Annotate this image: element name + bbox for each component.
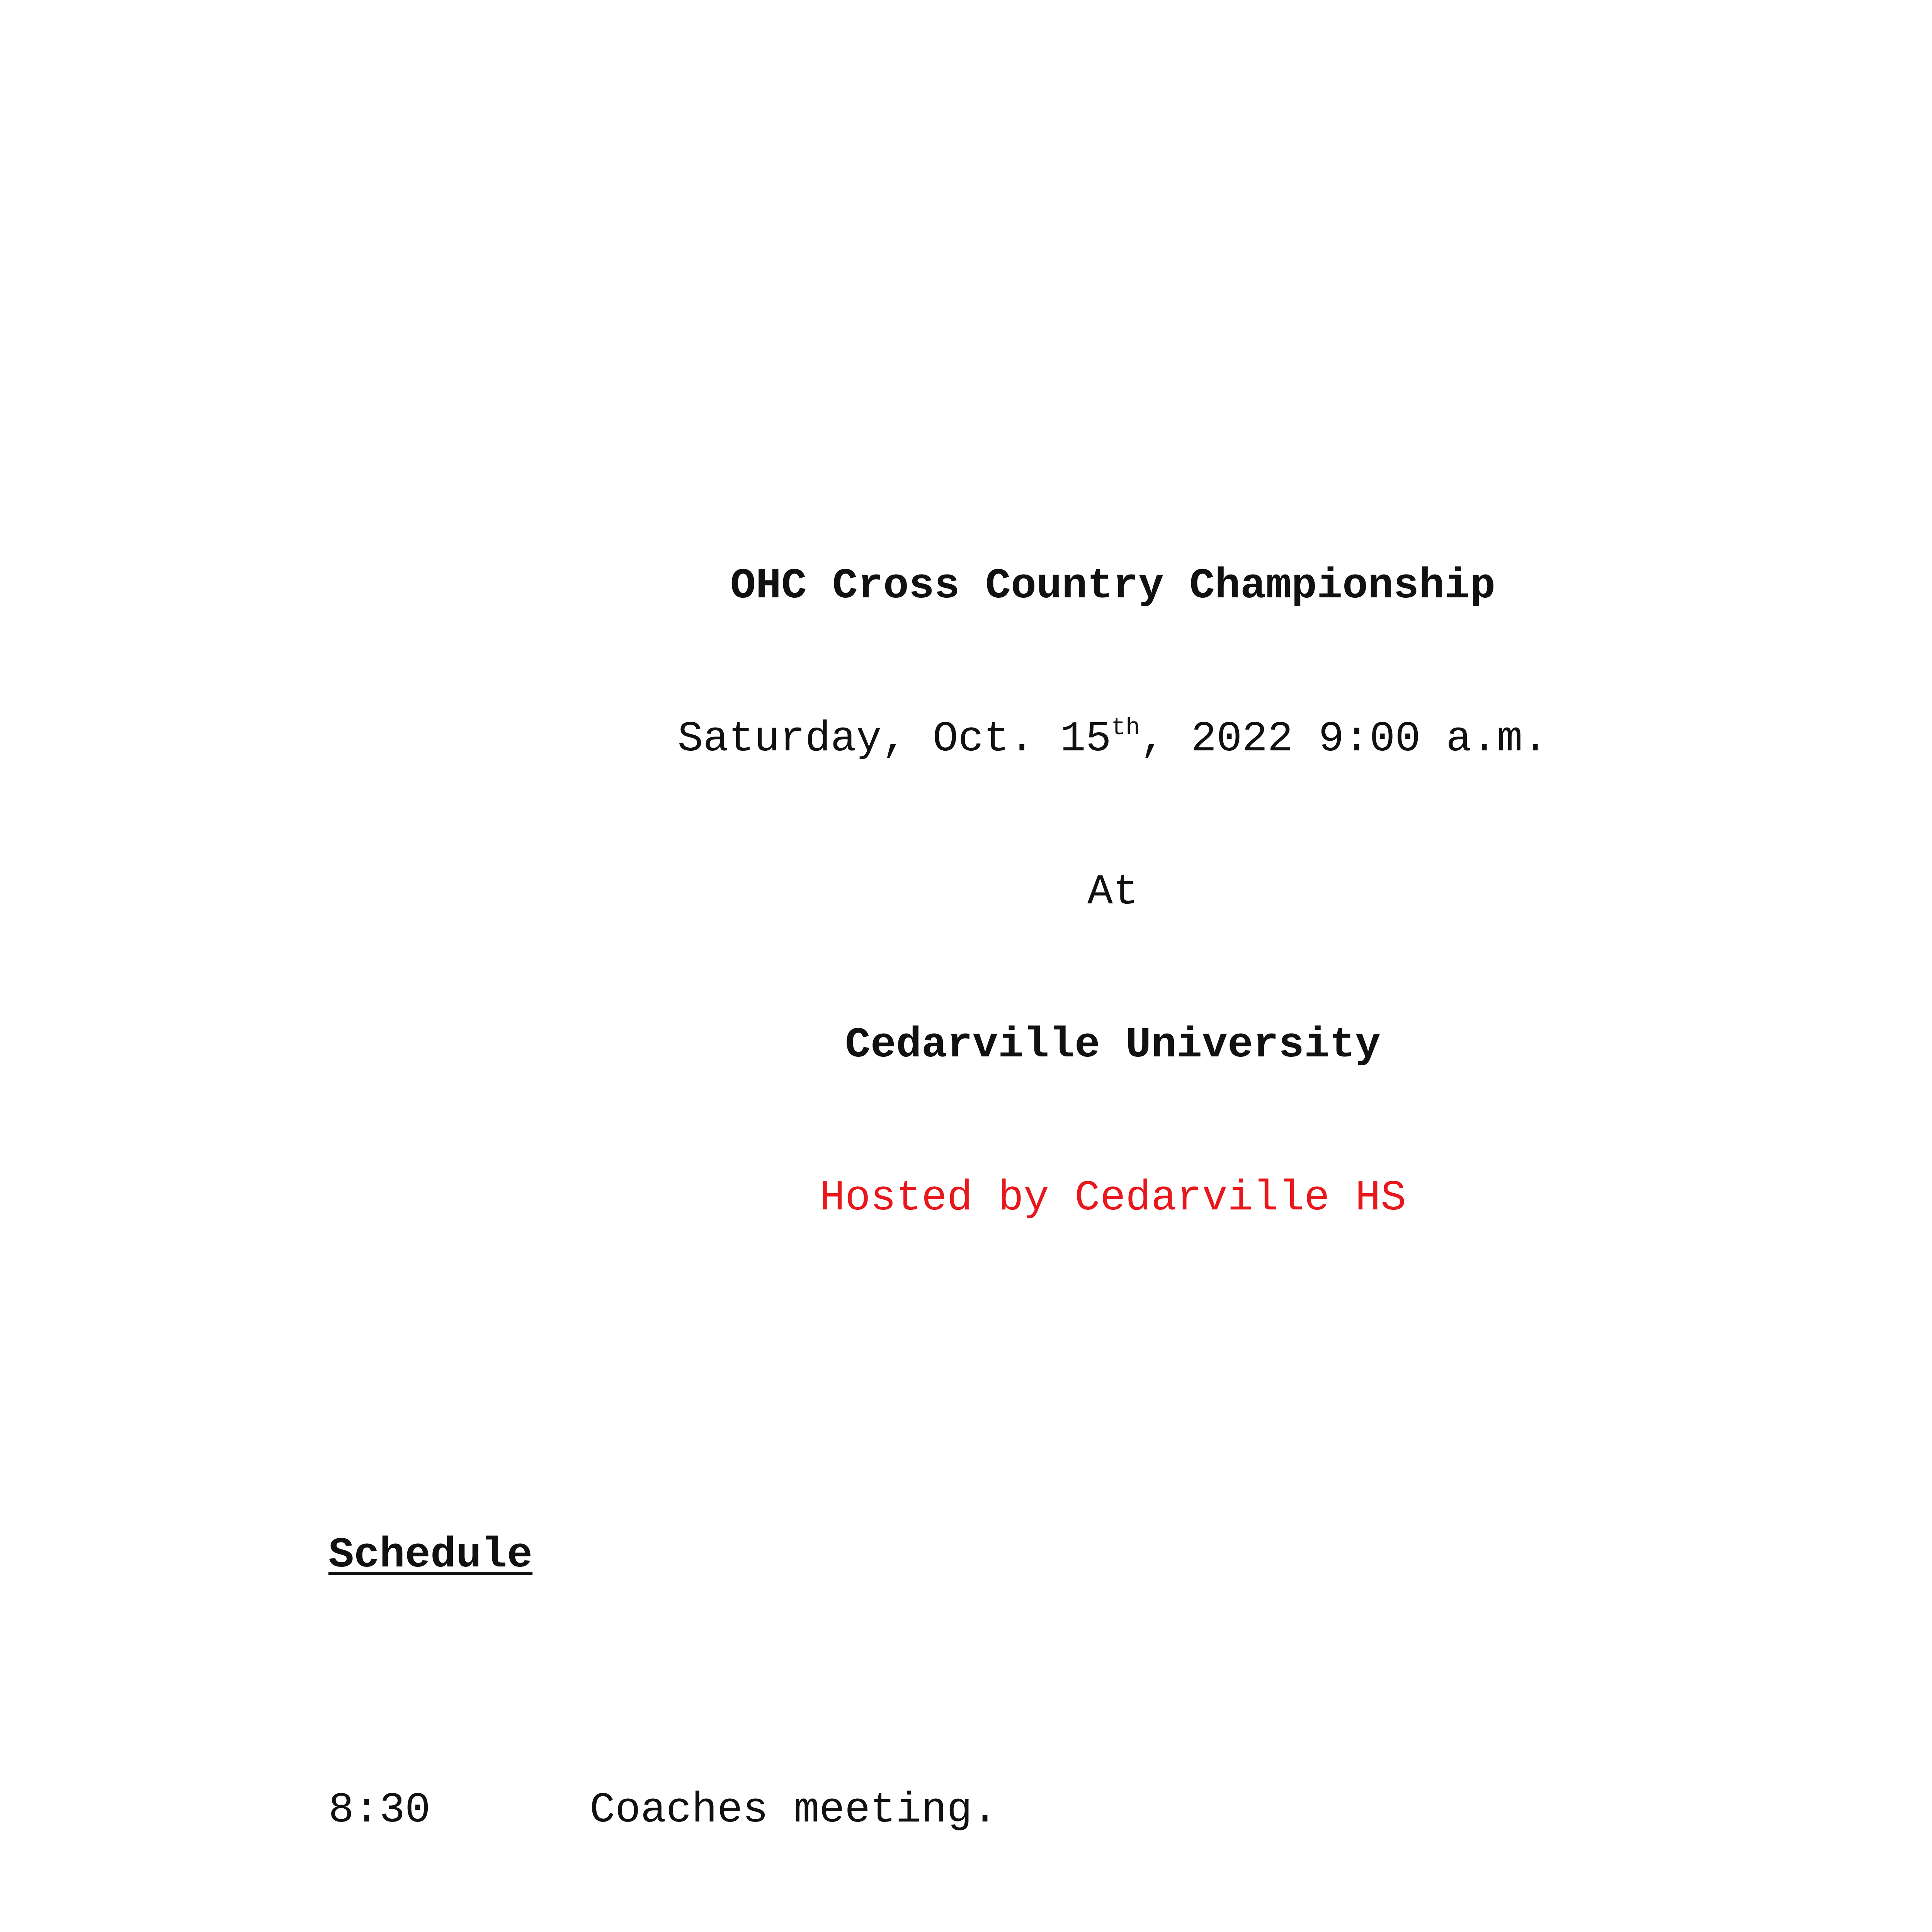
- schedule-heading: Schedule: [328, 1531, 533, 1580]
- event-date-rest: , 2022 9:00 a.m.: [1140, 715, 1548, 764]
- schedule-event: Coaches meeting.: [590, 1786, 998, 1835]
- event-at: At: [1087, 868, 1139, 917]
- schedule-row: [328, 1785, 1932, 1836]
- schedule-time: 8:30: [328, 1786, 431, 1835]
- event-date-main: Saturday, Oct. 15: [677, 715, 1111, 764]
- event-title: OHC Cross Country Championship: [730, 562, 1496, 611]
- document-header: [0, 459, 1932, 1326]
- schedule-list: [328, 1683, 1932, 1932]
- event-date-sup: th: [1111, 714, 1140, 742]
- document-page: [328, 255, 1932, 1932]
- event-venue: Cedarville University: [845, 1021, 1381, 1070]
- event-date: [0, 714, 1932, 765]
- event-host: Hosted by Cedarville HS: [819, 1174, 1406, 1223]
